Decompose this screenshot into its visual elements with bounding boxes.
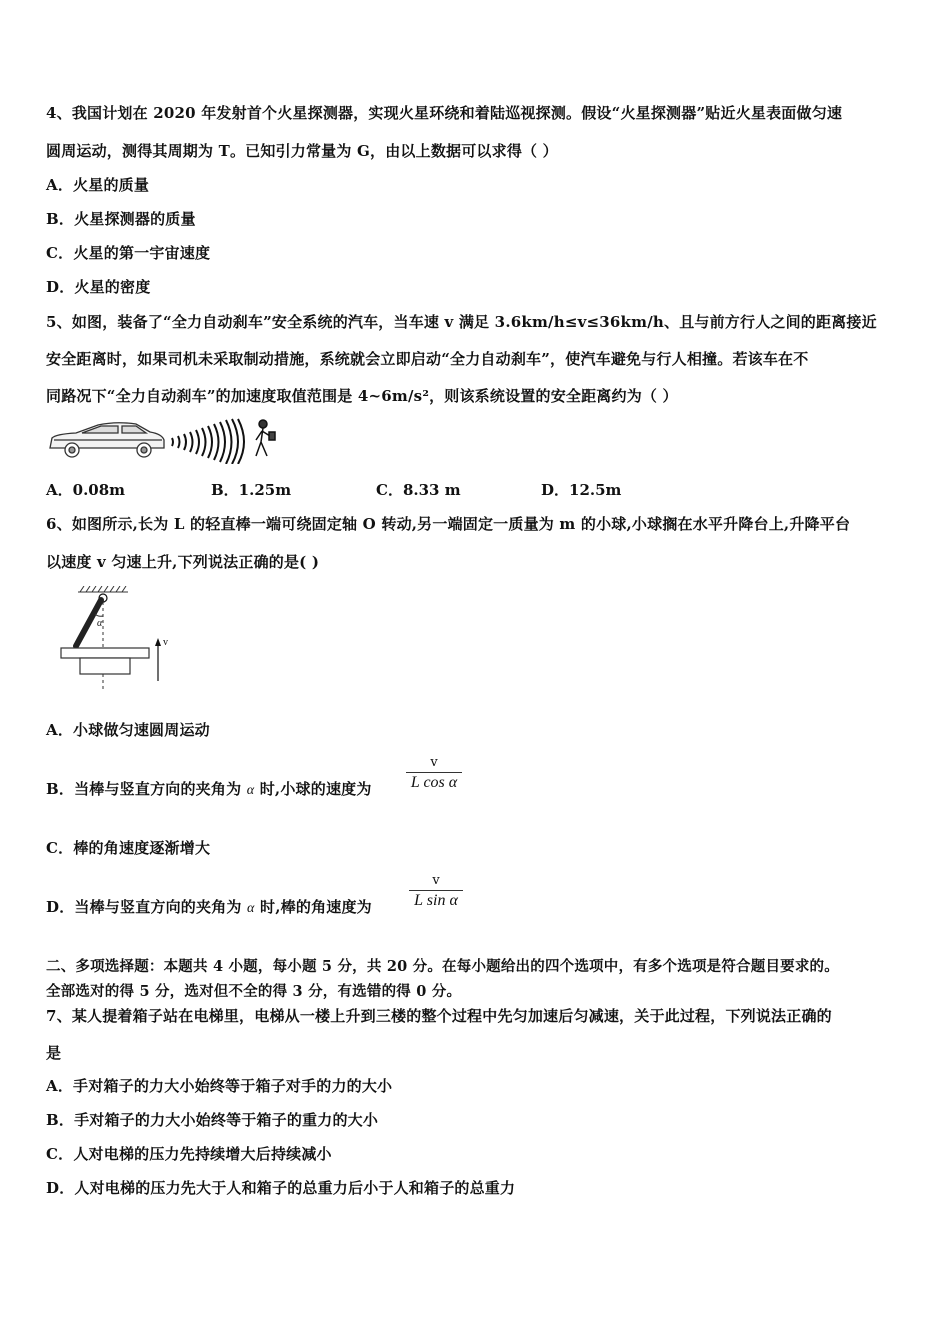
section2-heading-line2: 全部选对的得 5 分，选对但不全的得 3 分，有选错的得 0 分。 [46, 983, 462, 1000]
platform-base [80, 658, 130, 674]
q6-rod-platform-figure [56, 586, 176, 692]
fraction-bar [406, 772, 462, 773]
platform-top [61, 648, 149, 658]
ceiling-hatch [78, 586, 128, 592]
section2-heading-line1: 二、多项选择题：本题共 4 小题，每小题 5 分，共 20 分。在每小题给出的四个选项中，有多个选项是符合题目要求的。 [46, 958, 839, 975]
q7-option-c: C．人对电梯的压力先持续增大后持续减小 [46, 1145, 332, 1163]
q6-option-d-fraction [409, 873, 463, 910]
q6-stem-line2: 以速度 v 匀速上升,下列说法正确的是( ) [46, 553, 320, 571]
q7-option-a: A．手对箱子的力大小始终等于箱子对手的力的大小 [46, 1077, 393, 1095]
q6-option-d-text: D．当棒与竖直方向的夹角为 [46, 898, 242, 916]
q5-stem-line2: 安全距离时，如果司机未采取制动措施，系统就会立即启动“全力自动刹车”，使汽车避免与行人相撞。若该车在不 [46, 350, 809, 368]
q5-car-figure [46, 418, 286, 464]
q4-option-c: C．火星的第一宇宙速度 [46, 244, 211, 262]
q6-option-b [46, 778, 372, 799]
q7-stem-line1: 7、某人提着箱子站在电梯里，电梯从一楼上升到三楼的整个过程中先匀加速后匀减速，关于此过程，下列说法正确的 [46, 1007, 832, 1025]
q6-option-d [46, 896, 372, 917]
q6-stem-line1: 6、如图所示,长为 L 的轻直棒一端可绕固定轴 O 转动,另一端固定一质量为 m 的小球,小球搁在水平升降台上,升降平台 [46, 515, 851, 533]
fraction-denominator: L cos α [410, 774, 458, 791]
pedestrian-figure [256, 420, 275, 456]
q7-option-d: D．人对电梯的压力先大于人和箱子的总重力后小于人和箱子的总重力 [46, 1179, 516, 1197]
car-illustration [50, 423, 164, 457]
q6-option-d-tail: 时,棒的角速度为 [260, 898, 372, 916]
q4-stem-line2: 圆周运动，测得其周期为 T。已知引力常量为 G，由以上数据可以求得（ ） [46, 142, 558, 160]
q5-option-a: A．0.08m [46, 481, 126, 499]
q4-option-a: A．火星的质量 [46, 176, 150, 194]
q6-option-b-fraction [406, 755, 462, 792]
velocity-label-v: v [163, 637, 168, 648]
q5-option-c: C．8.33 m [376, 481, 461, 499]
q4-option-b: B．火星探测器的质量 [46, 210, 196, 228]
alpha-symbol: α [246, 783, 255, 798]
fraction-numerator: v [432, 873, 440, 888]
angle-label-alpha: α [97, 618, 103, 629]
fraction-numerator: v [430, 755, 438, 770]
q5-option-d: D．12.5m [541, 481, 622, 499]
sensor-wave-arcs [172, 419, 244, 464]
q4-stem-line1: 4、我国计划在 2020 年发射首个火星探测器，实现火星环绕和着陆巡视探测。假设“火星探测器”贴近火星表面做匀速 [46, 104, 843, 122]
q6-option-c: C．棒的角速度逐渐增大 [46, 839, 211, 857]
alpha-symbol: α [247, 901, 255, 916]
q5-option-b: B．1.25m [211, 481, 292, 499]
q5-stem-line1: 5、如图，装备了“全力自动刹车”安全系统的汽车，当车速 v 满足 3.6km/h≤v≤36km/h、且与前方行人之间的距离接近 [46, 313, 877, 331]
q4-option-d: D．火星的密度 [46, 278, 151, 296]
q6-option-a: A．小球做匀速圆周运动 [46, 721, 210, 739]
q7-option-b: B．手对箱子的力大小始终等于箱子的重力的大小 [46, 1111, 379, 1129]
q6-option-b-tail: 时,小球的速度为 [259, 780, 372, 798]
q7-stem-line2: 是 [46, 1044, 62, 1062]
fraction-bar [409, 890, 463, 891]
fraction-denominator: L sin α [414, 892, 458, 909]
q5-stem-line3: 同路况下“全力自动刹车”的加速度取值范围是 4~6m/s²，则该系统设置的安全距离约为（ ） [46, 387, 678, 405]
q6-option-b-text: B．当棒与竖直方向的夹角为 [46, 780, 242, 798]
